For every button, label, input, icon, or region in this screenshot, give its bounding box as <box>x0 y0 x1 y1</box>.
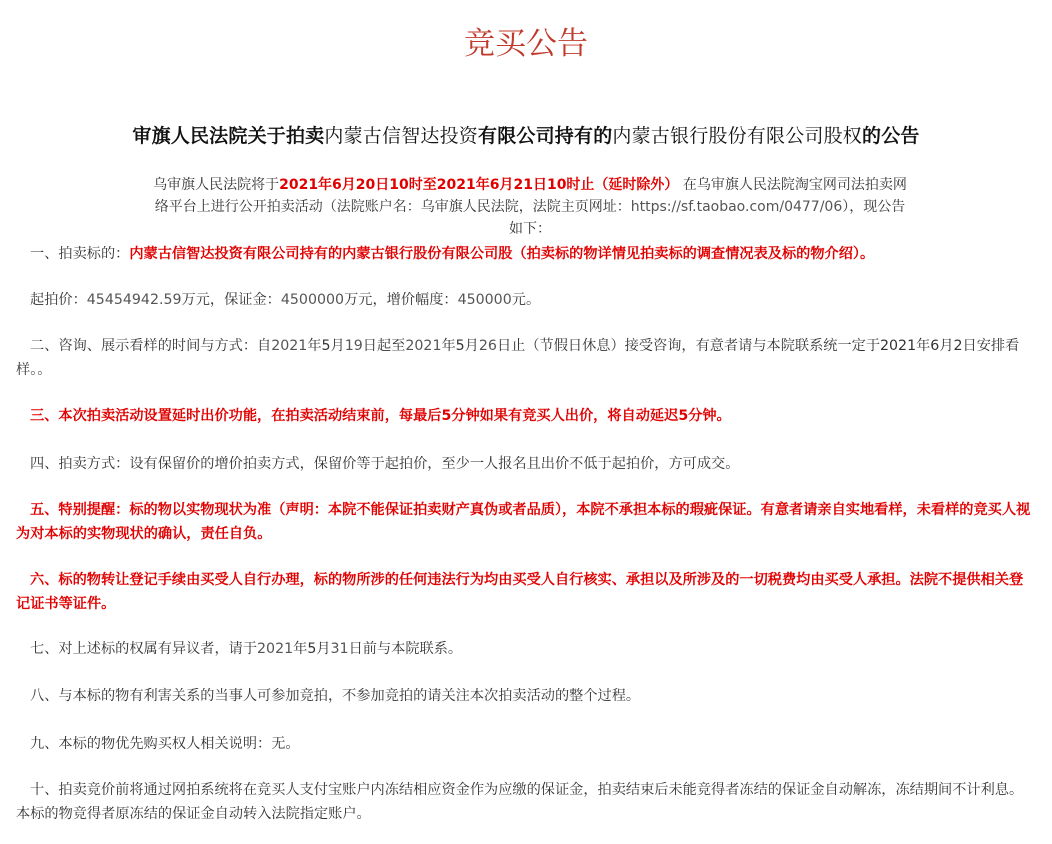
item-2-consultation <box>16 334 1036 382</box>
starting-price: 45454942.59 <box>86 292 182 308</box>
item-2-text-g: 年5月 <box>441 338 479 354</box>
item-2-day-end: 26 <box>478 338 497 354</box>
title-part-2: 内蒙古信智达投资 <box>324 125 478 147</box>
intro-paragraph <box>150 174 910 240</box>
item-price <box>16 288 1036 312</box>
item-7-day: 31 <box>330 641 349 657</box>
item-3-delay-bidding: 三、本次拍卖活动设置延时出价功能，在拍卖活动结束前，每最后5分钟如果有竞买人出价，将自动延迟5分钟。 <box>30 408 731 424</box>
document-title <box>0 120 1052 152</box>
item-1-subject-text: 内蒙古信智达投资有限公司持有的内蒙古银行股份有限公司股（拍卖标的物详情见拍卖标的调查情况表及标的物介绍）。 <box>129 246 875 262</box>
item-8-interested-parties: 八、与本标的物有利害关系的当事人可参加竞拍，不参加竞拍的请关注本次拍卖活动的整个过程。 <box>30 688 641 704</box>
item-1-prefix: 一、拍卖标的： <box>30 246 130 262</box>
item-1-subject <box>16 242 1036 266</box>
item-2-text-c: 年5月 <box>307 338 345 354</box>
item-7-year: 2021 <box>257 641 294 657</box>
title-part-4: 内蒙古银行股份有限公司股权 <box>612 125 863 147</box>
item-7-text-a: 七、对上述标的权属有异议者，请于 <box>30 641 258 657</box>
item-2-year-start: 2021 <box>271 338 308 354</box>
deposit-amount: 4500000 <box>280 292 345 308</box>
item-6-transfer-registration: 六、标的物转让登记手续由买受人自行办理，标的物所涉的任何违法行为均由买受人自行核实、承担以及所涉及的一切税费均由买受人承担。法院不提供相关登记证书等证件。 <box>16 572 1024 612</box>
price-text-e: 万元，增价幅度： <box>344 292 458 308</box>
item-2-text-i: 日止（节假日休息）接受咨询，有意者请与本院联系统一定于2021年6月2日安排看样。。 <box>16 338 1020 378</box>
title-part-1: 审旗人民法院关于拍卖 <box>132 125 325 147</box>
item-2-year-end: 2021 <box>405 338 442 354</box>
price-text-c: 万元，保证金： <box>181 292 281 308</box>
item-10-deposit-freeze: 十、拍卖竞价前将通过网拍系统将在竞买人支付宝账户内冻结相应资金作为应缴的保证金，拍卖结束后未能竞得者冻结的保证金自动解冻，冻结期间不计利息。本标的物竞得者原冻结的保证金自动转入法院指定账户。 <box>16 782 1024 822</box>
item-2-day-start: 19 <box>344 338 363 354</box>
item-7-objection <box>16 637 1036 661</box>
item-2-text-e: 日起至 <box>362 338 406 354</box>
item-2-text-a: 二、咨询、展示看样的时间与方式：自 <box>30 338 272 354</box>
item-5-special-reminder: 五、特别提醒：标的物以实物现状为准（声明：本院不能保证拍卖财产真伪或者品质），本院不承担本标的瑕疵保证。有意者请亲自实地看样，未看样的竞买人视为对本标的实物现状的确认，责任自负。 <box>16 502 1031 542</box>
price-label: 起拍价： <box>30 292 87 308</box>
item-7-text-e: 日前与本院联系。 <box>348 641 463 657</box>
item-4-auction-method: 四、拍卖方式：设有保留价的增价拍卖方式，保留价等于起拍价，至少一人报名且出价不低于起拍价，方可成交。 <box>30 456 740 472</box>
intro-text-d: ），现公告如下： <box>509 199 906 237</box>
price-text-g: 元。 <box>511 292 541 308</box>
item-7-text-c: 年5月 <box>293 641 331 657</box>
title-part-3: 有限公司持有的 <box>478 125 613 147</box>
banner-title: 竞买公告 <box>464 26 588 62</box>
intro-text-c: 在乌审旗人民法院淘宝网司法拍卖网络平台上进行公开拍卖活动（法院账户名：乌审旗人民法院，法院主页网址： <box>154 177 907 215</box>
court-homepage-link[interactable]: https://sf.taobao.com/0477/06 <box>630 199 843 215</box>
item-9-priority-right: 九、本标的物优先购买权人相关说明：无。 <box>30 736 300 752</box>
title-part-5: 的公告 <box>862 125 920 147</box>
auction-period: 2021年6月20日10时至2021年6月21日10时止（延时除外） <box>279 177 679 193</box>
intro-text-a: 乌审旗人民法院将于 <box>153 177 280 193</box>
increment-amount: 450000 <box>457 292 512 308</box>
